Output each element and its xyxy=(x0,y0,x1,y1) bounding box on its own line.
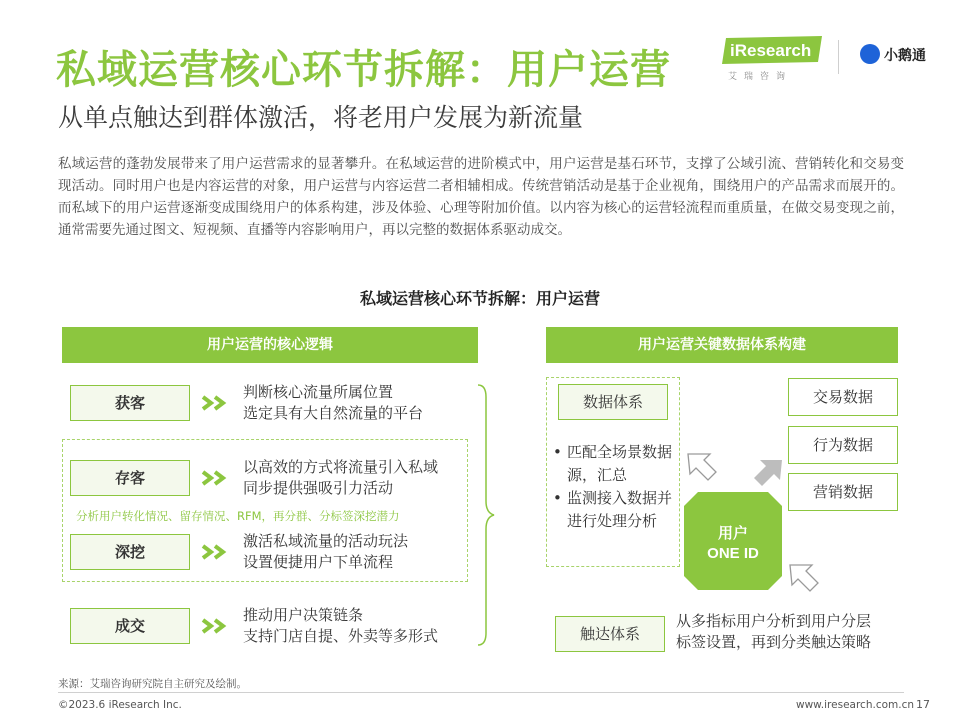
xiaoetong-logo-text: 小鹅通 xyxy=(884,48,926,64)
bullet-item: • 监测接入数据并进行处理分析 xyxy=(553,489,673,530)
data-system-label: 数据体系 xyxy=(558,384,668,420)
page-title: 私域运营核心环节拆解：用户运营 xyxy=(56,47,671,93)
intro-paragraph: 私域运营的蓬勃发展带来了用户运营需求的显著攀升。在私域运营的进阶模式中，用户运营是基石环节，支撑了公域引流、营销转化和交易变现活动。同时用户也是内容运营的对象，用户运营与内容运营二者相辅相成。传统营销活动是基于企业视角，围绕用户的产品需求而展开的。而私域下的用户运营逐渐变成围绕用户的体系构建，涉及体验、心理等附加价值。以内容为核心的运营轻流程而重质量，在做交易变现之前，通常需要先通过图文、短视频、直播等内容影响用户，再以完整的数据体系驱动成交。 xyxy=(58,156,904,238)
desc-line: 支持门店自提、外卖等多形式 xyxy=(243,627,439,645)
one-id-line2: ONE ID xyxy=(707,545,759,562)
stage-retain: 存客 xyxy=(70,460,190,496)
desc-line: 从多指标用户分析到用户分层 xyxy=(676,612,872,630)
data-type-transaction: 交易数据 xyxy=(788,378,898,416)
source-note: 来源：艾瑞咨询研究院自主研究及绘制。 xyxy=(58,678,247,690)
desc-line: 判断核心流量所属位置 xyxy=(243,383,394,401)
double-chevron-icon xyxy=(200,543,230,561)
desc-line: 激活私域流量的活动玩法 xyxy=(243,532,409,550)
desc-line: 推动用户决策链条 xyxy=(243,606,364,624)
arrow-in-icon xyxy=(752,458,784,488)
right-section-header: 用户运营关键数据体系构建 xyxy=(546,327,898,363)
double-chevron-icon xyxy=(200,394,230,412)
stage-acquire-desc xyxy=(243,382,423,424)
stage-deepen-desc xyxy=(243,531,408,573)
stage-deepen: 深挖 xyxy=(70,534,190,570)
diagram-title: 私域运营核心环节拆解：用户运营 xyxy=(359,289,600,308)
desc-line: 同步提供强吸引力活动 xyxy=(243,479,394,497)
one-id-line1: 用户 xyxy=(717,525,749,542)
page-subtitle: 从单点触达到群体激活，将老用户发展为新流量 xyxy=(58,103,584,132)
data-type-behavior: 行为数据 xyxy=(788,426,898,464)
stage-convert: 成交 xyxy=(70,608,190,644)
stage-retain-desc xyxy=(243,457,438,499)
stage-convert-desc xyxy=(243,605,438,647)
reach-system-desc xyxy=(676,611,871,653)
desc-line: 设置便捷用户下单流程 xyxy=(243,553,394,571)
data-type-marketing: 营销数据 xyxy=(788,473,898,511)
data-system-bullets xyxy=(553,441,677,533)
logo-divider xyxy=(838,40,839,74)
desc-line: 以高效的方式将流量引入私域 xyxy=(243,458,439,476)
double-chevron-icon xyxy=(200,617,230,635)
logo-area xyxy=(722,36,932,86)
analysis-note: 分析用户转化情况、留存情况、RFM，再分群、分标签深挖潜力 xyxy=(76,509,400,523)
page-number: 17 xyxy=(916,698,930,711)
arrow-in-icon xyxy=(788,563,820,593)
iresearch-chinese-name: 艾瑞咨询 xyxy=(728,72,793,82)
stage-acquire: 获客 xyxy=(70,385,190,421)
reach-system-label: 触达体系 xyxy=(555,616,665,652)
iresearch-logo-text: iResearch xyxy=(730,41,812,60)
one-id-octagon xyxy=(684,492,782,590)
iresearch-logo xyxy=(722,36,826,64)
curly-brace-icon xyxy=(476,383,498,647)
arrow-in-icon xyxy=(686,452,718,482)
copyright: ©2023.6 iResearch Inc. xyxy=(58,699,182,711)
footer-divider xyxy=(58,692,904,693)
bullet-item: • 匹配全场景数据源，汇总 xyxy=(553,443,673,484)
left-section-header: 用户运营的核心逻辑 xyxy=(62,327,478,363)
desc-line: 选定具有大自然流量的平台 xyxy=(243,404,424,422)
double-chevron-icon xyxy=(200,469,230,487)
desc-line: 标签设置，再到分类触达策略 xyxy=(676,633,872,651)
website-link[interactable]: www.iresearch.com.cn xyxy=(796,699,915,711)
xiaoetong-logo-icon xyxy=(860,44,880,64)
